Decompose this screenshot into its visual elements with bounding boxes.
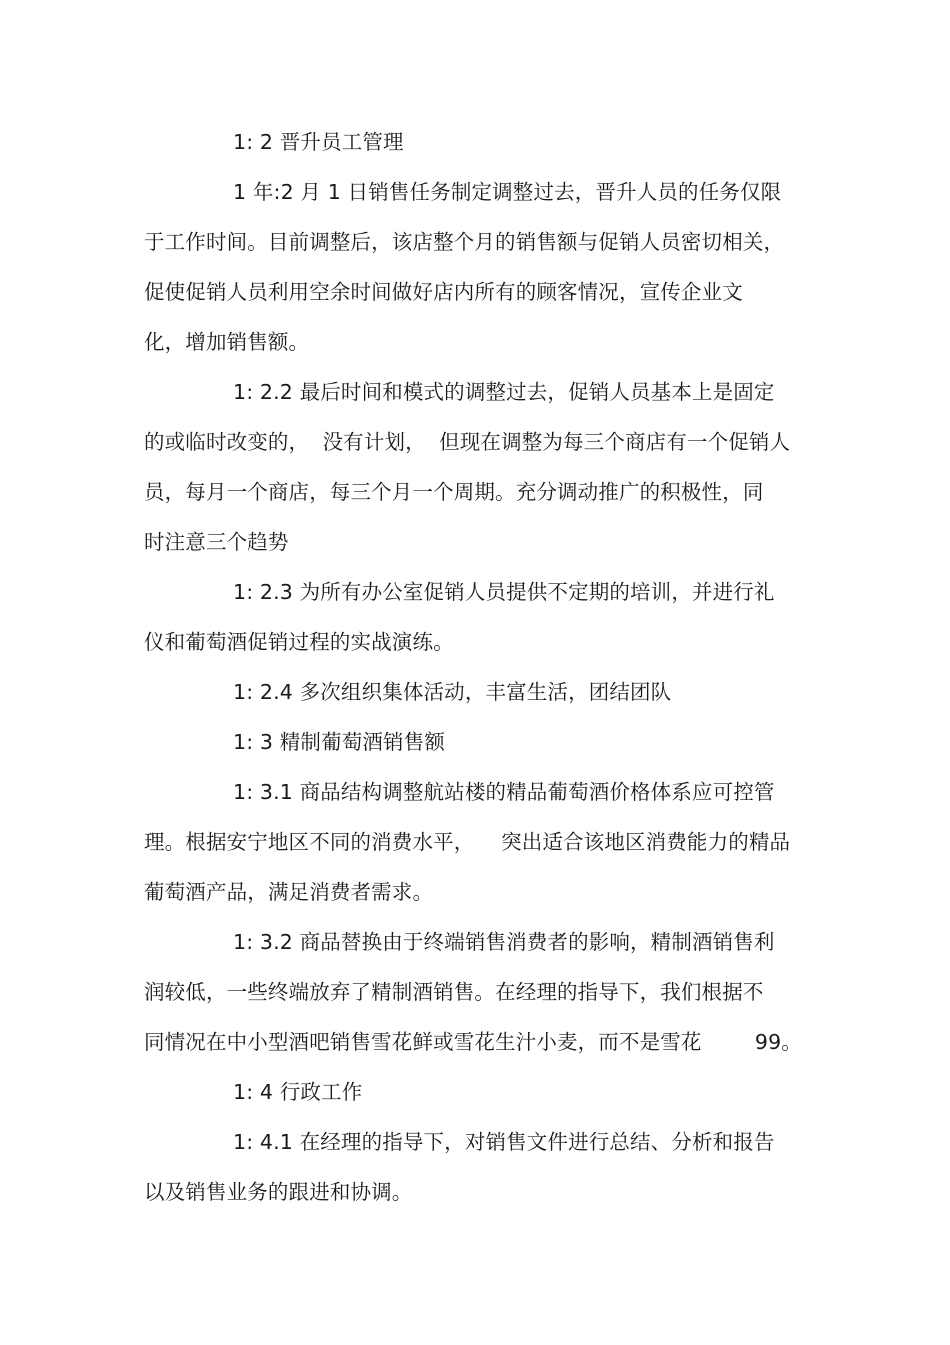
paragraph-1-4-1-line-1: 1: 4.1 在经理的指导下，对销售文件进行总结、分析和报告 (233, 1130, 775, 1154)
paragraph-1-3-2-line-2: 润较低，一些终端放弃了精制酒销售。在经理的指导下，我们根据不 (144, 980, 764, 1004)
paragraph-1-3-1-line-3: 葡萄酒产品，满足消费者需求。 (144, 880, 434, 904)
section-heading-1-4: 1: 4 行政工作 (233, 1080, 363, 1104)
paragraph-1-2-4: 1: 2.4 多次组织集体活动，丰富生活，团结团队 (233, 680, 672, 704)
paragraph-1-4-1-line-2: 以及销售业务的跟进和协调。 (144, 1180, 413, 1204)
paragraph-1-2-1-line-2: 于工作时间。目前调整后，该店整个月的销售额与促销人员密切相关， (144, 230, 785, 254)
paragraph-1-2-3-line-1: 1: 2.3 为所有办公室促销人员提供不定期的培训，并进行礼 (233, 580, 775, 604)
paragraph-1-2-2-line-1: 1: 2.2 最后时间和模式的调整过去，促销人员基本上是固定 (233, 380, 775, 404)
paragraph-1-2-1-line-1: 1 年:2 月 1 日销售任务制定调整过去，晋升人员的任务仅限 (233, 180, 782, 204)
paragraph-1-2-2-line-4: 时注意三个趋势 (144, 530, 289, 554)
paragraph-1-2-1-line-3: 促使促销人员利用空余时间做好店内所有的顾客情况，宣传企业文 (144, 280, 743, 304)
paragraph-1-3-2-line-1: 1: 3.2 商品替换由于终端销售消费者的影响，精制酒销售利 (233, 930, 775, 954)
section-heading-1-2: 1: 2 晋升员工管理 (233, 130, 404, 154)
paragraph-1-2-3-line-2: 仪和葡萄酒促销过程的实战演练。 (144, 630, 454, 654)
paragraph-1-2-1-line-4: 化，增加销售额。 (144, 330, 310, 354)
paragraph-1-2-2-line-3: 员，每月一个商店，每三个月一个周期。充分调动推广的积极性，同 (144, 480, 764, 504)
paragraph-1-2-2-line-2: 的或临时改变的， 没有计划， 但现在调整为每三个商店有一个促销人 (144, 430, 791, 454)
paragraph-1-3-1-line-1: 1: 3.1 商品结构调整航站楼的精品葡萄酒价格体系应可控管 (233, 780, 775, 804)
paragraph-1-3-1-line-2: 理。根据安宁地区不同的消费水平， 突出适合该地区消费能力的精品 (144, 830, 791, 854)
section-heading-1-3: 1: 3 精制葡萄酒销售额 (233, 730, 445, 754)
paragraph-1-3-2-line-3: 同情况在中小型酒吧销售雪花鲜或雪花生汁小麦，而不是雪花 99。 (144, 1030, 802, 1054)
